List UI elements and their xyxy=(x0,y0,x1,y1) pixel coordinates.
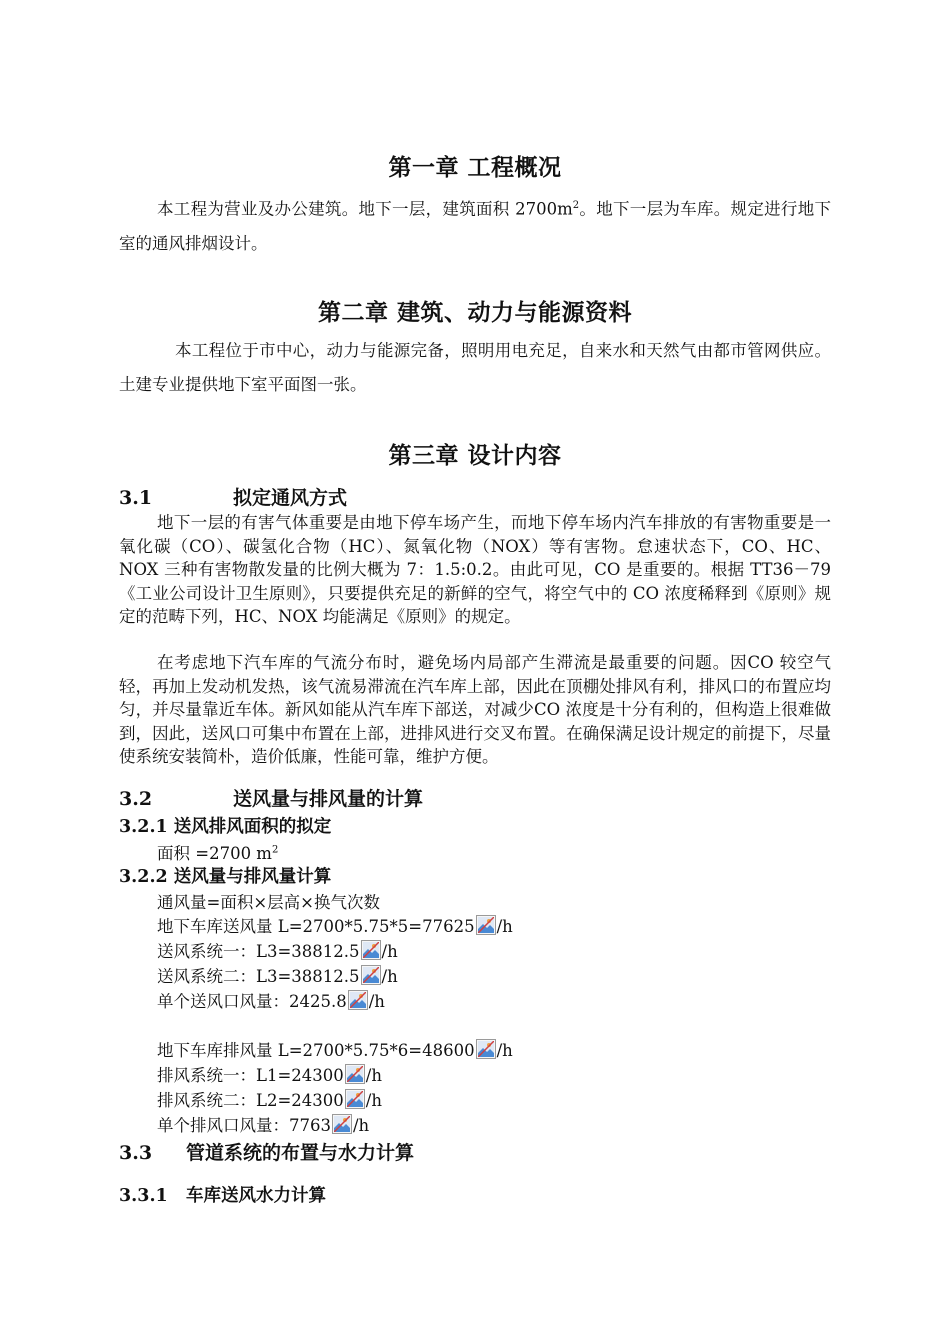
supply-total-line xyxy=(157,913,513,937)
section-number: 3.1 xyxy=(119,487,153,509)
broken-image-icon xyxy=(345,1089,365,1109)
chapter1-title: 第一章 工程概况 xyxy=(388,154,562,181)
subsection-title: 车库送风水力计算 xyxy=(186,1186,326,1206)
section-title: 送风量与排风量的计算 xyxy=(233,788,424,810)
supply-system2-text: 送风系统二：L3=38812.5 xyxy=(157,967,360,986)
chapter1-paragraph-text-a: 本工程为营业及办公建筑。地下一层，建筑面积 2700m xyxy=(157,199,573,219)
section-title: 拟定通风方式 xyxy=(233,487,348,509)
area-text: 面积 =2700 m xyxy=(157,844,272,863)
broken-image-icon xyxy=(348,990,368,1010)
section-3-1-heading xyxy=(119,483,347,510)
section-3-2-2-heading: 3.2.2 送风量与排风量计算 xyxy=(119,867,332,887)
section-title: 管道系统的布置与水力计算 xyxy=(186,1142,415,1164)
exhaust-total-text: 地下车库排风量 L=2700*5.75*6=48600 xyxy=(157,1041,475,1060)
exhaust-outlet-text: 单个排风口风量：7763 xyxy=(157,1116,331,1135)
exhaust-system2-line xyxy=(157,1087,382,1111)
supply-system1-line xyxy=(157,938,398,962)
supply-system1-text: 送风系统一：L3=38812.5 xyxy=(157,942,360,961)
section-3-2-1-heading: 3.2.1 送风排风面积的拟定 xyxy=(119,817,332,837)
area-line xyxy=(157,840,278,864)
broken-image-icon xyxy=(361,940,381,960)
exhaust-system1-text: 排风系统一：L1=24300 xyxy=(157,1066,344,1085)
chapter1-paragraph-text-b: 。地下一层为车库。规定进行地下室的通风排烟设计。 xyxy=(119,199,831,253)
exhaust-outlet-line xyxy=(157,1112,369,1136)
unit-text: /h xyxy=(353,1116,370,1135)
area-superscript: 2 xyxy=(572,200,580,211)
broken-image-icon xyxy=(476,1039,496,1059)
subsection-number: 3.3.1 xyxy=(119,1186,168,1206)
section-3-3-heading xyxy=(119,1138,414,1165)
exhaust-total-line xyxy=(157,1037,513,1061)
section-3-1-paragraph-2: 在考虑地下汽车库的气流分布时，避免场内局部产生滞流是最重要的问题。因CO 较空气轻，再加上发动机发热，该气流易滞流在汽车库上部，因此在顶棚处排风有利，排风口的布置应均匀，并尽量靠近车体。新风如能从汽车库下部送，对减少CO 浓度是十分有利的，但构造上很难做到，因此，送风口可集中布置在上部，进排风进行交叉布置。在确保满足设计规定的前提下，尽量使系统安装简朴，造价低廉，性能可靠，维护方便。 xyxy=(119,653,831,766)
formula-line: 通风量=面积×层高×换气次数 xyxy=(157,893,380,912)
section-3-2-heading xyxy=(119,784,423,811)
chapter3-title: 第三章 设计内容 xyxy=(388,442,562,469)
unit-text: /h xyxy=(365,1091,382,1110)
supply-total-text: 地下车库送风量 L=2700*5.75*5=77625 xyxy=(157,917,475,936)
unit-text: /h xyxy=(496,917,513,936)
broken-image-icon xyxy=(345,1064,365,1084)
section-3-3-1-heading xyxy=(119,1182,326,1207)
broken-image-icon xyxy=(361,965,381,985)
supply-outlet-line xyxy=(157,988,385,1012)
supply-system2-line xyxy=(157,963,398,987)
section-number: 3.3 xyxy=(119,1142,153,1164)
unit-text: /h xyxy=(381,942,398,961)
area-superscript: 2 xyxy=(271,844,279,856)
broken-image-icon xyxy=(332,1114,352,1134)
unit-text: /h xyxy=(365,1066,382,1085)
section-3-1-paragraph-1: 地下一层的有害气体重要是由地下停车场产生，而地下停车场内汽车排放的有害物重要是一氧化碳（CO）、碳氢化合物（HC）、氮氧化物（NOX）等有害物。怠速状态下，CO、HC、NOX 三种有害物散发量的比例大概为 7：1.5:0.2。由此可见，CO 是重要的。根据 TT36－79《工业公司设计卫生原则》，只要提供充足的新鲜的空气，将空气中的 CO 浓度稀释到《原则》规定的范畴下列，HC、NOX 均能满足《原则》的规定。 xyxy=(119,513,831,626)
chapter1-paragraph xyxy=(119,189,831,261)
chapter2-paragraph: 本工程位于市中心，动力与能源完备，照明用电充足，自来水和天然气由都市管网供应。土建专业提供地下室平面图一张。 xyxy=(119,341,831,394)
broken-image-icon xyxy=(476,915,496,935)
unit-text: /h xyxy=(381,967,398,986)
exhaust-system1-line xyxy=(157,1062,382,1086)
exhaust-system2-text: 排风系统二：L2=24300 xyxy=(157,1091,344,1110)
section-number: 3.2 xyxy=(119,788,153,810)
supply-outlet-text: 单个送风口风量：2425.8 xyxy=(157,992,347,1011)
chapter2-title: 第二章 建筑、动力与能源资料 xyxy=(317,299,632,326)
unit-text: /h xyxy=(368,992,385,1011)
unit-text: /h xyxy=(496,1041,513,1060)
